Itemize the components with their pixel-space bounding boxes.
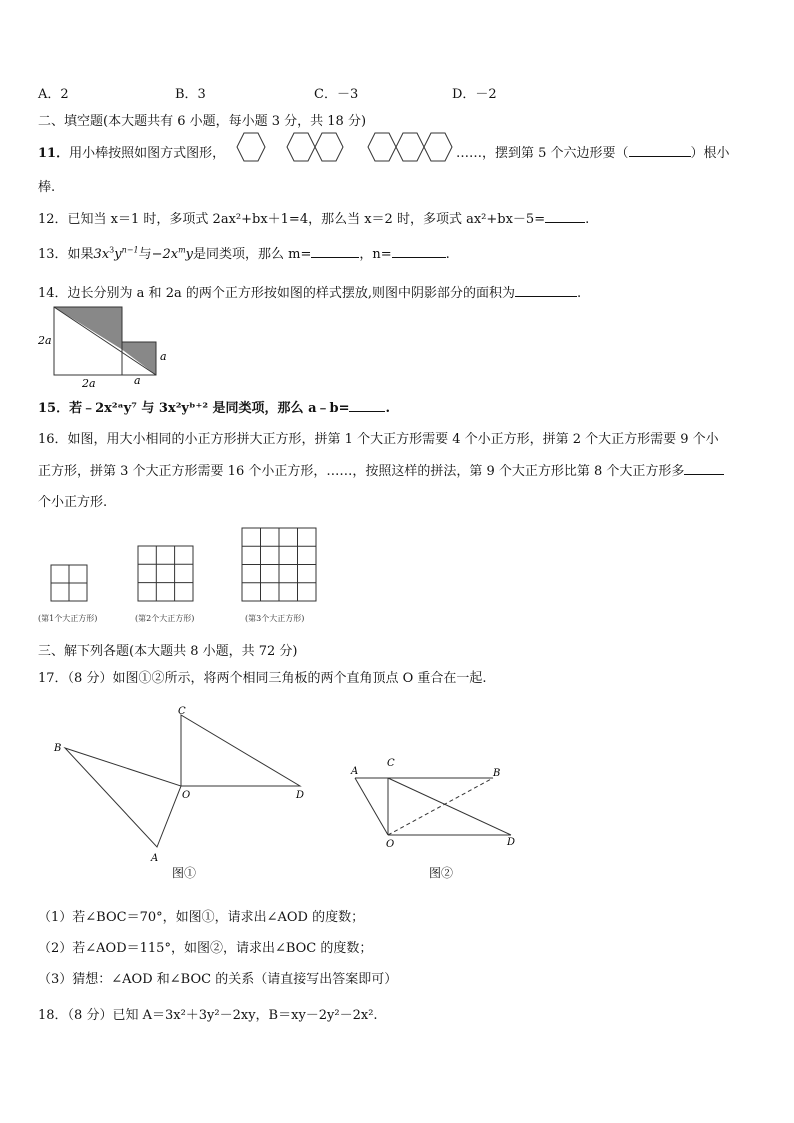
q11-line2: 棒. [38,180,56,195]
q11-line1-tail [456,142,730,161]
fig1-label-o: O [182,790,191,801]
q12-line [38,208,589,227]
fig1-label-c: C [178,706,186,717]
hexagon-3c [424,133,452,161]
triangle-boa [65,748,181,847]
hexagon-1 [237,133,265,161]
label-a-bottom: a [134,374,141,387]
section2-heading: 二、填空题(本大题共有 6 小题，每小题 3 分，共 18 分) [38,114,367,129]
label-2a-bottom: 2a [82,377,96,389]
hexagon-3a [368,133,396,161]
q14-line [38,282,581,301]
q13-term2-coef: −2x [151,247,179,262]
triangle-cod [181,715,300,786]
q13-term1-coef: 3x [93,247,110,262]
q13-line [38,243,450,262]
q11-text-c: ）根小 [690,146,730,161]
fig2-line-ao [355,778,388,835]
caption-grid-1: (第1个大正方形) [38,614,98,623]
fig1-caption: 图① [172,866,197,880]
fig2-dashed-ob [388,778,493,835]
q13-pre: 13．如果 [38,247,94,262]
option-b: B．3 [175,87,206,102]
option-a: A．2 [38,87,69,102]
figure-1-triangles [50,700,320,865]
fig2-label-c: C [387,758,395,769]
caption-grid-3: (第3个大正方形) [245,614,305,623]
q15-blank [349,399,385,412]
q13-blank-m [311,245,359,258]
hexagon-2a [287,133,315,161]
q13-end: . [445,247,450,262]
q13-mid: 与 [138,247,152,262]
q15-text: 15．若﹣2x²ᵃy⁷ 与 3x²yᵇ⁺² 是同类项，那么 a﹣b= [38,401,350,416]
option-c: C．－3 [314,87,359,102]
q13-post2: ，n= [359,247,392,262]
squares-figure [34,305,174,389]
fig1-label-a: A [151,853,159,864]
hexagon-sequence-figure [234,131,454,165]
q14-blank [515,284,577,297]
q18-text: 18．（8 分）已知 A＝3x²＋3y²－2xy，B＝xy－2y²－2x². [38,1008,378,1023]
q11-text-b: ……，摆到第 5 个六边形要（ [456,146,629,161]
fig2-label-d: D [507,837,516,848]
q16-blank [684,462,724,475]
q16-line1: 16．如图，用大小相同的小正方形拼大正方形，拼第 1 个大正方形需要 4 个小正方形，拼第 2 个大正方形需要 9 个小 [38,432,719,447]
fig1-label-d: D [296,790,305,801]
fig2-line-cd [388,778,511,835]
figure-2-triangles [345,755,525,850]
option-d: D．－2 [452,87,497,102]
q11-number: 11． [38,146,70,161]
q15-end: . [385,401,391,416]
q13-term1-exp1: 3 [109,245,115,255]
q12-end: . [585,212,590,227]
label-2a-left: 2a [38,334,52,347]
section3-heading: 三、解下列各题(本大题共 8 小题，共 72 分) [38,644,298,659]
q12-text: 12．已知当 x＝1 时，多项式 2ax²+bx＋1=4，那么当 x＝2 时，多项式 ax²+bx－5= [38,212,546,227]
q13-term1-y: y [114,247,122,262]
q16-line3: 个小正方形. [38,495,108,510]
q13-term1-exp2: n−1 [121,245,139,255]
q17-sub2: （2）若∠AOD＝115°，如图②，请求出∠BOC 的度数； [38,941,373,956]
fig2-label-a: A [351,766,359,777]
fig2-label-o: O [386,839,395,850]
fig2-label-b: B [493,768,501,779]
grid-3x3 [138,546,193,601]
q17-sub3: （3）猜想：∠AOD 和∠BOC 的关系（请直接写出答案即可） [38,972,398,987]
grid-4x4 [242,528,316,601]
caption-grid-2: (第2个大正方形) [135,614,195,623]
q12-blank [545,210,585,223]
hexagon-2b [315,133,343,161]
q15-line [38,397,390,416]
q11-text-a: 用小棒按照如图方式图形， [69,146,226,161]
fig1-label-b: B [54,743,62,754]
q11-line1 [38,142,225,161]
q11-blank [629,144,691,157]
q14-end: . [576,286,582,301]
q13-blank-n [392,245,446,258]
q16-line2-text: 正方形，拼第 3 个大正方形需要 16 个小正方形，……，按照这样的拼法，第 9 个大正方形比第 8 个大正方形多 [38,464,685,479]
q13-term2-y: y [185,247,194,262]
grid-2x2 [51,565,87,601]
q16-line2 [38,460,724,479]
q14-text: 14．边长分别为 a 和 2a 的两个正方形按如图的样式摆放,则图中阴影部分的面积为 [38,286,515,301]
q13-post1: 是同类项，那么 m= [193,247,312,262]
q17-text: 17．（8 分）如图①②所示，将两个相同三角板的两个直角顶点 O 重合在一起. [38,671,487,686]
squares-grid-figure [40,520,340,625]
shaded-region-small-square [122,342,156,375]
hexagon-3b [396,133,424,161]
q17-sub1: （1）若∠BOC＝70°，如图①，请求出∠AOD 的度数； [38,910,365,925]
q13-term2-exp: m [178,245,186,255]
label-a-right: a [160,350,167,363]
fig2-caption: 图② [429,866,454,880]
